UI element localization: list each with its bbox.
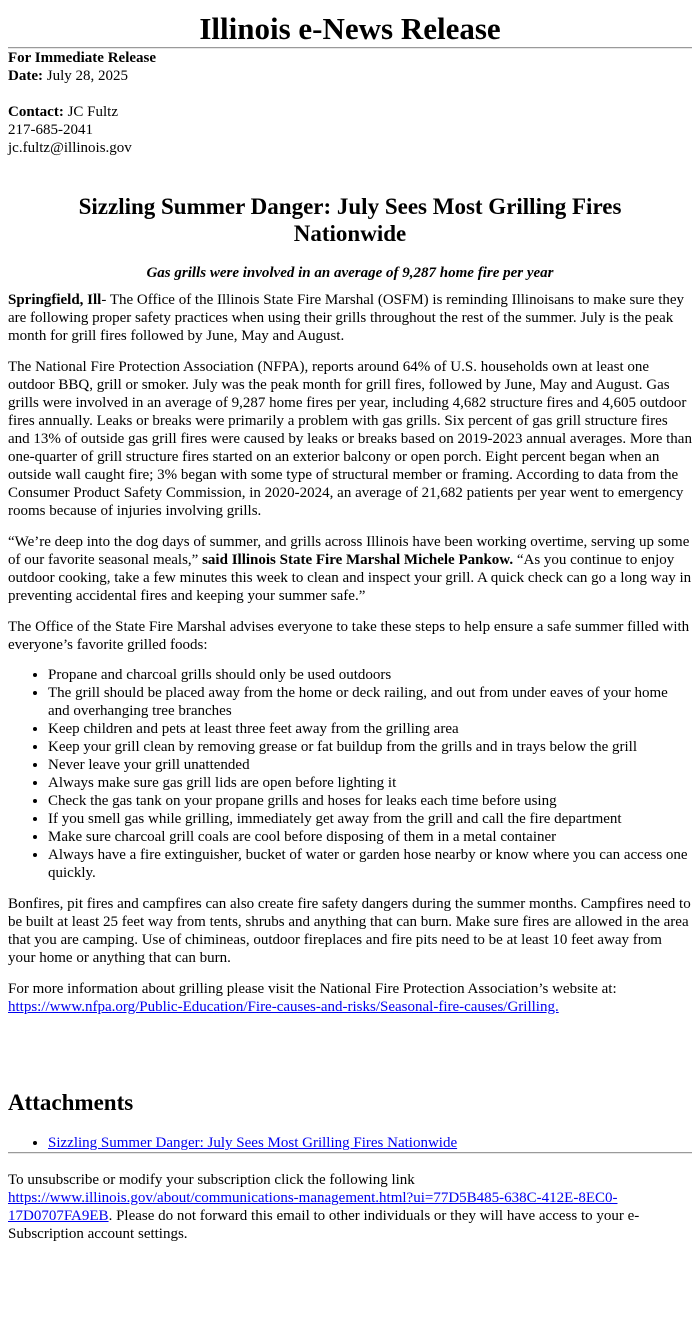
paragraph-advice-intro: The Office of the State Fire Marshal advises everyone to take these steps to help ensure a safe summer filled with everyone’s favorite grilled foods: — [8, 619, 690, 653]
contact-line — [8, 103, 692, 121]
list-item: • Keep children and pets at least three feet away from the grilling area — [48, 720, 692, 738]
attachment-link[interactable]: Sizzling Summer Danger: July Sees Most Grilling Fires Nationwide — [48, 1135, 458, 1151]
safety-tips-list — [8, 666, 692, 882]
bottom-divider — [8, 1152, 692, 1154]
contact-label: Contact: — [8, 104, 64, 120]
unsubscribe-warning: . Please do not forward this email to other individuals or they will have access to your e-Subscription account settings. — [8, 1208, 640, 1242]
dateline: Springfield, Ill — [8, 292, 102, 308]
list-item: • Keep your grill clean by removing grease or fat buildup from the grills and in trays below the grill — [48, 738, 692, 756]
quote-start: “We’re deep into the dog days of summer, and grills across Illinois have been working overtime, serving up some of our favorite seasonal meals,” — [8, 534, 690, 568]
list-item: • If you smell gas while grilling, immediately get away from the grill and call the fire department — [48, 810, 692, 828]
release-meta — [8, 49, 692, 157]
list-item: • Check the gas tank on your propane grills and hoses for leaks each time before using — [48, 792, 692, 810]
more-info-text: For more information about grilling please visit the National Fire Protection Association’s website at: — [8, 981, 617, 997]
list-item: • Make sure charcoal grill coals are cool before disposing of them in a metal container — [48, 828, 692, 846]
contact-phone: 217-685-2041 — [8, 122, 93, 138]
paragraph-campfires: Bonfires, pit fires and campfires can also create fire safety dangers during the summer months. Campfires need to be built at least 25 feet way from tents, shrubs and anything that can burn. Make sure fires are allowed in the area that you are camping. Use of chimineas, outdoor fireplaces and fire pits need to be at least 10 feet away from your home or anything that can burn. — [8, 896, 691, 966]
list-item: • Propane and charcoal grills should only be used outdoors — [48, 666, 692, 684]
contact-name: JC Fultz — [63, 104, 119, 120]
unsubscribe-text: To unsubscribe or modify your subscription click the following link — [8, 1172, 415, 1188]
list-item: • The grill should be placed away from the home or deck railing, and out from under eaves of your home and overhanging tree branches — [48, 684, 692, 720]
quote-end: “As you continue to enjoy outdoor cooking, take a few minutes this week to clean and inspect your grill. A quick check can go a long way in preventing accidental fires and keeping your summer safe.” — [8, 552, 692, 604]
paragraph-nfpa-stats: The National Fire Protection Association (NFPA), reports around 64% of U.S. households own at least one outdoor BBQ, grill or smoker. July was the peak month for grill fires, followed by June, May and August. Gas grills were involved in an average of 9,287 home fires per year, including 4,682 structure fires and 4,605 outdoor fires annually. Leaks or breaks were primarily a problem with gas grills. Six percent of gas grill structure fires and 13% of outside gas grill fires were caused by leaks or breaks based on 2019-2023 annual averages. More than one-quarter of grill structure fires started on an exterior balcony or open porch. Eight percent began when an outside wall caught fire; 3% began with some type of structural member or framing. According to data from the Consumer Product Safety Commission, in 2020-2024, an average of 21,682 patients per year went to emergency rooms because of injuries involving grills. — [8, 359, 692, 519]
release-label-line — [8, 49, 692, 67]
nfpa-grilling-link[interactable]: https://www.nfpa.org/Public-Education/Fire-causes-and-risks/Seasonal-fire-causes/Grilling. — [8, 999, 559, 1015]
paragraph-more-info — [8, 980, 692, 1016]
article-subhead: Gas grills were involved in an average of 9,287 home fire per year — [146, 265, 554, 281]
page-title: Illinois e-News Release — [199, 11, 501, 46]
list-item: • Always have a fire extinguisher, bucket of water or garden hose nearby or know where you can access one quickly. — [48, 846, 692, 882]
contact-email: jc.fultz@illinois.gov — [8, 140, 132, 156]
attachments-list — [8, 1134, 692, 1152]
list-item: • Never leave your grill unattended — [48, 756, 692, 774]
release-label: For Immediate Release — [8, 50, 157, 66]
list-item: • Always make sure gas grill lids are open before lighting it — [48, 774, 692, 792]
paragraph-intro-text: - The Office of the Illinois State Fire Marshal (OSFM) is reminding Illinoisans to make sure they are following proper safety practices when using their grills throughout the rest of the summer. July is the peak month for grill fires followed by June, May and August. — [8, 292, 685, 344]
unsubscribe-link[interactable]: https://www.illinois.gov/about/communications-management.html?ui=77D5B485-638C-412E-8EC0-17D0707FA9EB — [8, 1190, 618, 1224]
date-line — [8, 67, 692, 85]
attachments-heading: Attachments — [8, 1090, 134, 1115]
paragraph-quote — [8, 533, 692, 605]
unsubscribe-notice — [8, 1171, 692, 1243]
date-label: Date: — [8, 68, 43, 84]
date-value: July 28, 2025 — [42, 68, 128, 84]
article-headline: Sizzling Summer Danger: July Sees Most Grilling Fires Nationwide — [78, 194, 622, 246]
paragraph-intro — [8, 291, 692, 345]
list-item — [48, 1134, 692, 1152]
quote-attribution: said Illinois State Fire Marshal Michele Pankow. — [202, 552, 514, 568]
